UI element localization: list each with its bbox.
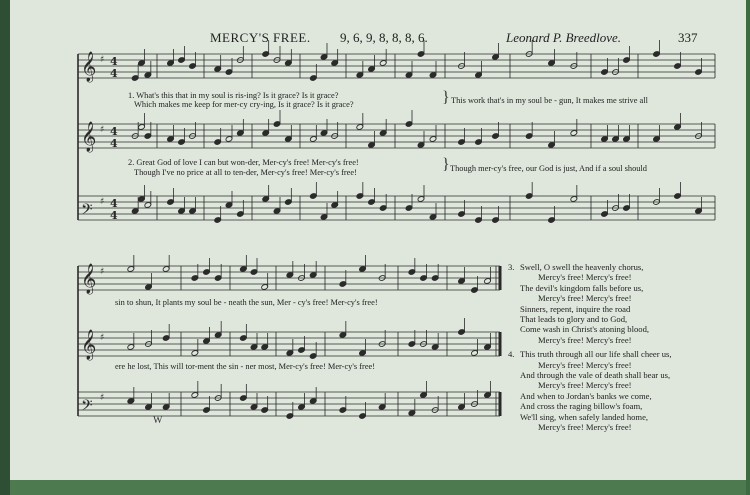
lyric-brace: } bbox=[442, 89, 450, 106]
page-mark: W bbox=[153, 415, 163, 426]
hymn-title: MERCY'S FREE. bbox=[210, 30, 311, 45]
lyric-verse1-line1: 1. What's this that in my soul is ris-ing? Is it grace? Is it grace? bbox=[128, 91, 339, 100]
verse-line: And when to Jordan's banks we come, bbox=[520, 390, 652, 401]
time-signature-icon: 4 bbox=[110, 209, 118, 222]
lyric-system2-middle: ere he lost, This will tor-ment the sin - ner most, Mer-cy's free! Mer-cy's free! bbox=[115, 362, 376, 371]
treble-clef-icon: 𝄞 bbox=[81, 264, 97, 294]
verse-line: We'll sing, when safely landed home, bbox=[520, 411, 649, 422]
page-number: 337 bbox=[678, 30, 698, 45]
hymnal-page bbox=[10, 0, 746, 480]
verse-stanza bbox=[508, 349, 738, 432]
verse-line: Mercy's free! Mercy's free! bbox=[538, 272, 632, 283]
lyric-verse1-continuation: This work that's in my soul be - gun, It makes me strive all bbox=[451, 96, 648, 105]
verse-line: Mercy's free! Mercy's free! bbox=[538, 380, 632, 391]
treble-clef-icon: 𝄞 bbox=[81, 52, 97, 82]
verse-line: The devil's kingdom falls before us, bbox=[520, 282, 644, 293]
lyric-verse2-line1: 2. Great God of love I can but won-der, Mer-cy's free! Mer-cy's free! bbox=[128, 158, 359, 167]
time-signature-icon: 4 bbox=[110, 55, 118, 68]
bass-clef-icon: 𝄢 bbox=[81, 201, 93, 222]
key-signature-sharp-icon: ♯ bbox=[100, 393, 105, 403]
verse-number: 3. bbox=[508, 262, 515, 272]
verse-stanza bbox=[508, 262, 738, 345]
time-signature-icon: 4 bbox=[110, 125, 118, 138]
lyric-system2-top: sin to shun, It plants my soul be - neath the sun, Mer - cy's free! Mer-cy's free! bbox=[115, 298, 378, 307]
verse-line: And through the vale of death shall bear us, bbox=[520, 370, 671, 381]
verse-line: Mercy's free! Mercy's free! bbox=[538, 334, 632, 345]
verse-line: And cross the raging billow's foam, bbox=[520, 401, 643, 412]
verse-line: Come wash in Christ's atoning blood, bbox=[520, 324, 650, 335]
time-signature-icon: 4 bbox=[110, 197, 118, 210]
key-signature-sharp-icon: ♯ bbox=[100, 197, 105, 207]
lyric-verse2-line2: Though I've no price at all to ten-der, Mer-cy's free! Mer-cy's free! bbox=[134, 168, 357, 177]
key-signature-sharp-icon: ♯ bbox=[100, 125, 105, 135]
treble-clef-icon: 𝄞 bbox=[81, 330, 97, 360]
lyric-brace: } bbox=[442, 156, 450, 173]
time-signature-icon: 4 bbox=[110, 67, 118, 80]
book-edge bbox=[10, 480, 746, 495]
verse-text-block bbox=[508, 262, 738, 437]
hymn-author: Leonard P. Breedlove. bbox=[506, 30, 622, 45]
key-signature-sharp-icon: ♯ bbox=[100, 333, 105, 343]
verse-line: Mercy's free! Mercy's free! bbox=[538, 359, 632, 370]
bass-clef-icon: 𝄢 bbox=[81, 397, 93, 418]
lyric-verse2-continuation: Though mer-cy's free, our God is just, And if a soul should bbox=[450, 164, 647, 173]
hymn-meter: 9, 6, 9, 8, 8, 8, 6. bbox=[340, 30, 428, 45]
lyric-verse1-line2: Which makes me keep for mer-cy cry-ing, Is it grace? Is it grace? bbox=[134, 100, 354, 109]
key-signature-sharp-icon: ♯ bbox=[100, 55, 105, 65]
verse-line: Mercy's free! Mercy's free! bbox=[538, 293, 632, 304]
verse-line: Mercy's free! Mercy's free! bbox=[538, 422, 632, 433]
time-signature-icon: 4 bbox=[110, 137, 118, 150]
verse-line: Swell, O swell the heavenly chorus, bbox=[520, 262, 644, 272]
key-signature-sharp-icon: ♯ bbox=[100, 267, 105, 277]
treble-clef-icon: 𝄞 bbox=[81, 122, 97, 152]
verse-line: That leads to glory and to God, bbox=[520, 314, 628, 325]
verse-line: This truth through all our life shall cheer us, bbox=[520, 349, 672, 360]
verse-line: Sinners, repent, inquire the road bbox=[520, 303, 631, 314]
book-spine bbox=[0, 0, 10, 495]
verse-number: 4. bbox=[508, 349, 515, 360]
